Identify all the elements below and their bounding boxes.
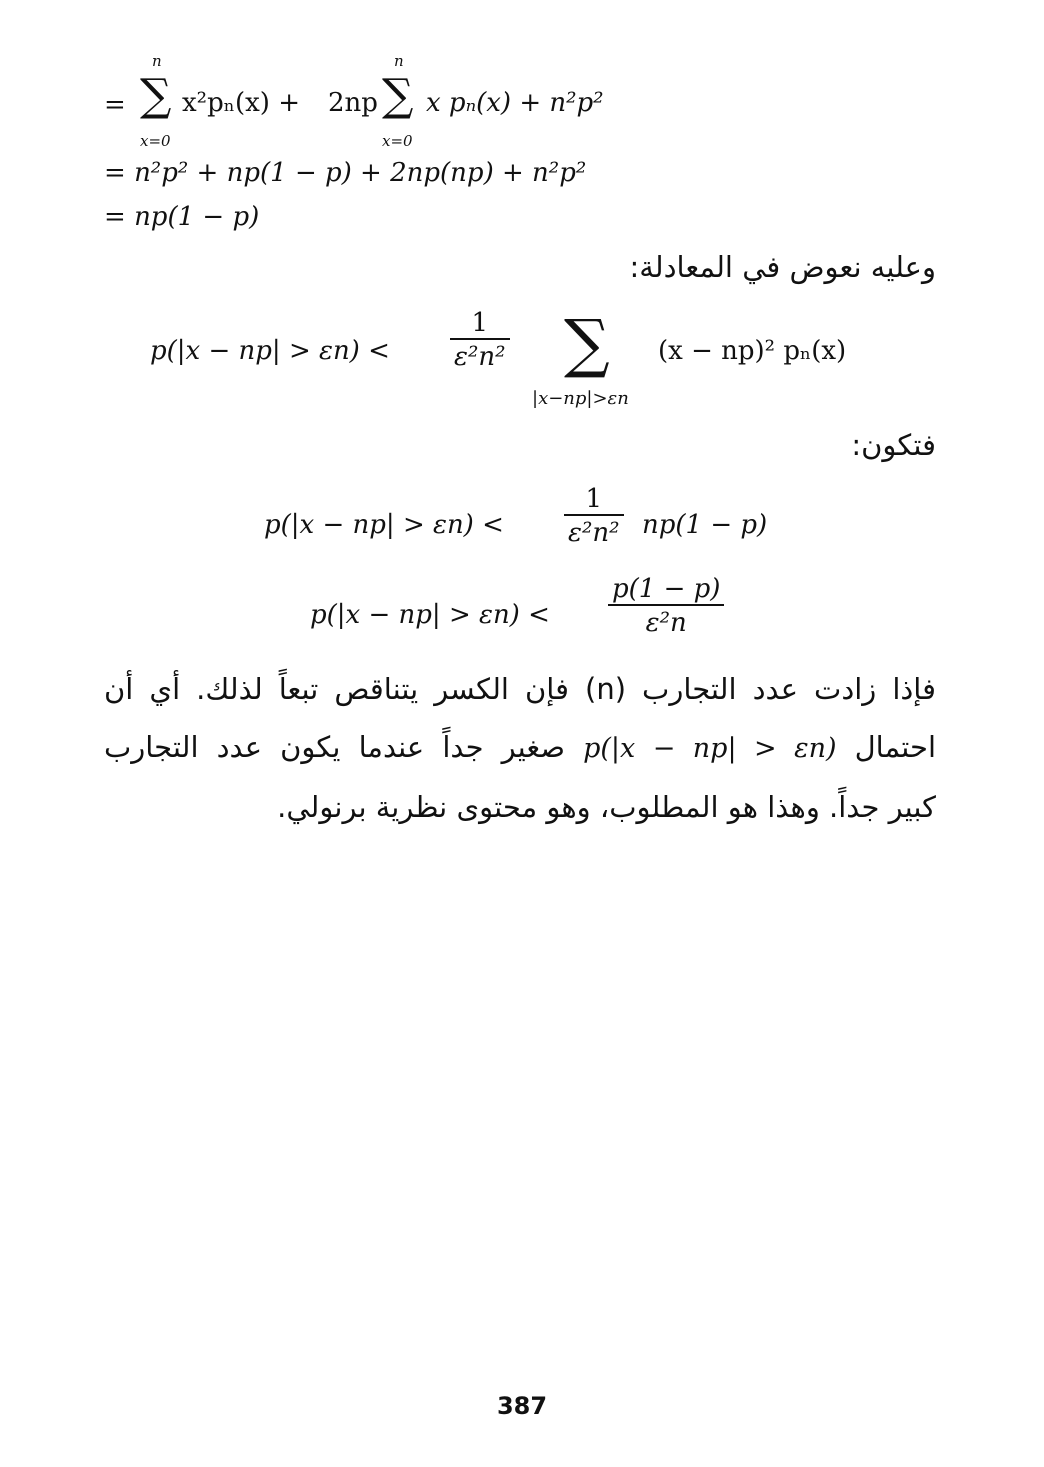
equals-sign: =	[104, 90, 126, 120]
result2-fraction	[608, 574, 724, 638]
sum-condition: |x−np|>εn	[532, 388, 629, 409]
inline-probability-expr: p(|x − np| > εn)	[583, 733, 837, 764]
derivation-term-2: x pₙ(x) + n²p²	[426, 88, 604, 118]
conclusion-line-3: كبير جداً. وهذا هو المطلوب، وهو محتوى نظرية برنولي.	[277, 790, 936, 824]
main-fraction	[450, 308, 510, 372]
result1-lhs: p(|x − np| > εn) <	[264, 510, 504, 540]
result2-lhs: p(|x − np| > εn) <	[310, 600, 550, 630]
result-inequality-2	[310, 574, 770, 664]
sum-lower-limit: x=0	[382, 132, 413, 150]
result1-rhs: np(1 − p)	[642, 510, 768, 540]
result1-fraction	[564, 484, 624, 548]
derivation-line-3-expr: np(1 − p)	[134, 202, 260, 232]
derivation-line-1	[104, 52, 664, 162]
main-lhs: p(|x − np| > εn) <	[150, 336, 390, 366]
derivation-term-1: x²pₙ(x) +	[182, 88, 300, 118]
fraction-numerator: 1	[585, 484, 603, 514]
conclusion-line-1: فإذا زادت عدد التجارب (n) فإن الكسر يتناقص تبعاً لذلك. أي أن	[104, 672, 936, 706]
intro-text: وعليه نعوض في المعادلة:	[629, 250, 936, 284]
sum-upper-limit: n	[152, 52, 162, 70]
sum-upper-limit: n	[394, 52, 404, 70]
equals-sign: =	[104, 202, 135, 232]
summation-icon: ∑	[382, 70, 414, 121]
page-number: 387	[496, 1392, 548, 1420]
fraction-numerator: p(1 − p)	[612, 574, 721, 604]
conclusion-paragraph	[104, 660, 936, 836]
equals-sign: =	[104, 158, 135, 188]
result-label: فتكون:	[851, 428, 936, 462]
derivation-coefficient: 2np	[328, 88, 378, 118]
fraction-denominator: ε²n²	[450, 338, 510, 372]
fraction-numerator: 1	[471, 308, 489, 338]
derivation-line-2-expr: n²p² + np(1 − p) + 2np(np) + n²p²	[134, 158, 587, 188]
sum-lower-limit: x=0	[140, 132, 171, 150]
summation-icon: ∑	[140, 70, 172, 121]
fraction-denominator: ε²n²	[564, 514, 624, 548]
conclusion-line-2-start: احتمال	[854, 730, 937, 764]
conclusion-line-2	[104, 718, 936, 778]
main-rhs: (x − np)² pₙ(x)	[658, 336, 847, 366]
main-inequality	[150, 308, 910, 418]
derivation-line-2	[104, 158, 586, 188]
fraction-denominator: ε²n	[608, 604, 724, 638]
result-inequality-1	[264, 484, 824, 574]
summation-icon: ∑	[564, 307, 610, 381]
conclusion-line-2-end: صغير جداً عندما يكون عدد التجارب	[104, 730, 565, 764]
derivation-line-3	[104, 202, 259, 232]
